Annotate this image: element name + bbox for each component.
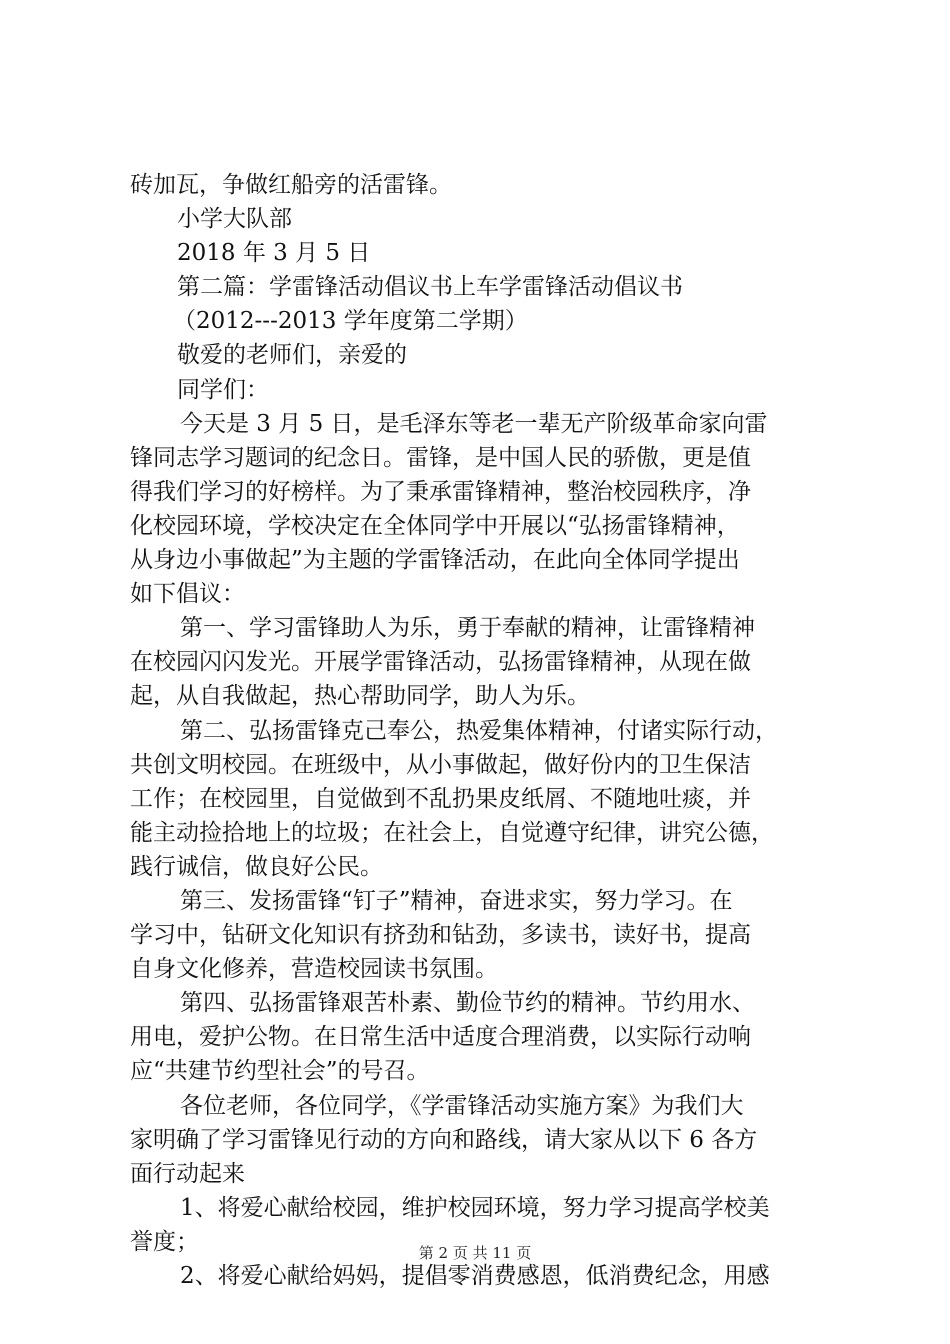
text-line: 砖加瓦，争做红船旁的活雷锋。 xyxy=(130,172,452,198)
document-body xyxy=(130,168,840,1293)
paragraph-line: 应“共建节约型社会”的号召。 xyxy=(130,1058,430,1085)
signature-org: 小学大队部 xyxy=(177,206,292,233)
paragraph-line: 践行诚信，做良好公民。 xyxy=(130,853,383,880)
paragraph-line: 自身文化修养，营造校园读书氛围。 xyxy=(130,956,498,983)
paragraph-line: 面行动起来 xyxy=(130,1160,245,1187)
section-title: 第二篇：学雷锋活动倡议书上车学雷锋活动倡议书 xyxy=(177,274,683,301)
paragraph-line: 用电，爱护公物。在日常生活中适度合理消费，以实际行动响 xyxy=(130,1024,751,1051)
paragraph-line: 锋同志学习题词的纪念日。雷锋，是中国人民的骄傲，更是值 xyxy=(130,444,751,471)
salutation: 敬爱的老师们，亲爱的 xyxy=(177,342,407,369)
paragraph-line: 共创文明校园。在班级中，从小事做起，做好份内的卫生保洁 xyxy=(130,751,751,778)
paragraph-line: 工作；在校园里，自觉做到不乱扔果皮纸屑、不随地吐痰，并 xyxy=(130,785,751,812)
salutation: 同学们： xyxy=(177,376,269,403)
signature-date: 2018 年 3 月 5 日 xyxy=(177,240,371,267)
paragraph-line: 第二、弘扬雷锋克己奉公，热爱集体精神，付诸实际行动， xyxy=(180,717,778,744)
paragraph-line: 得我们学习的好榜样。为了秉承雷锋精神，整治校园秩序，净 xyxy=(130,478,751,505)
section-subtitle: （2012---2013 学年度第二学期） xyxy=(173,308,528,335)
paragraph-line: 家明确了学习雷锋见行动的方向和路线，请大家从以下 6 各方 xyxy=(130,1126,758,1153)
paragraph-line: 今天是 3 月 5 日，是毛泽东等老一辈无产阶级革命家向雷 xyxy=(180,410,768,437)
list-item-line: 1、将爱心献给校园，维护校园环境，努力学习提高学校美 xyxy=(180,1194,770,1221)
paragraph-line: 第一、学习雷锋助人为乐，勇于奉献的精神，让雷锋精神 xyxy=(180,615,755,642)
list-item-line: 誉度； xyxy=(130,1228,199,1255)
paragraph-line: 从身边小事做起”为主题的学雷锋活动，在此向全体同学提出 xyxy=(130,547,740,574)
list-item-line: 2、将爱心献给妈妈，提倡零消费感恩，低消费纪念，用感 xyxy=(180,1263,770,1289)
paragraph-line: 在校园闪闪发光。开展学雷锋活动，弘扬雷锋精神，从现在做 xyxy=(130,649,751,676)
paragraph-line: 化校园环境，学校决定在全体同学中开展以“弘扬雷锋精神， xyxy=(130,512,740,539)
paragraph-line: 各位老师，各位同学，《学雷锋活动实施方案》为我们大 xyxy=(180,1092,744,1119)
paragraph-line: 如下倡议： xyxy=(130,581,245,608)
paragraph-line: 能主动捡拾地上的垃圾；在社会上，自觉遵守纪律，讲究公德， xyxy=(130,819,774,846)
paragraph-line: 起，从自我做起，热心帮助同学，助人为乐。 xyxy=(130,683,590,710)
paragraph-line: 第四、弘扬雷锋艰苦朴素、勤俭节约的精神。节约用水、 xyxy=(180,990,755,1017)
paragraph-line: 第三、发扬雷锋“钉子”精神，奋进求实，努力学习。在 xyxy=(180,887,733,914)
paragraph-line: 学习中，钻研文化知识有挤劲和钻劲，多读书，读好书，提高 xyxy=(130,922,751,949)
page-footer: 第 2 页 共 11 页 xyxy=(418,1244,532,1262)
